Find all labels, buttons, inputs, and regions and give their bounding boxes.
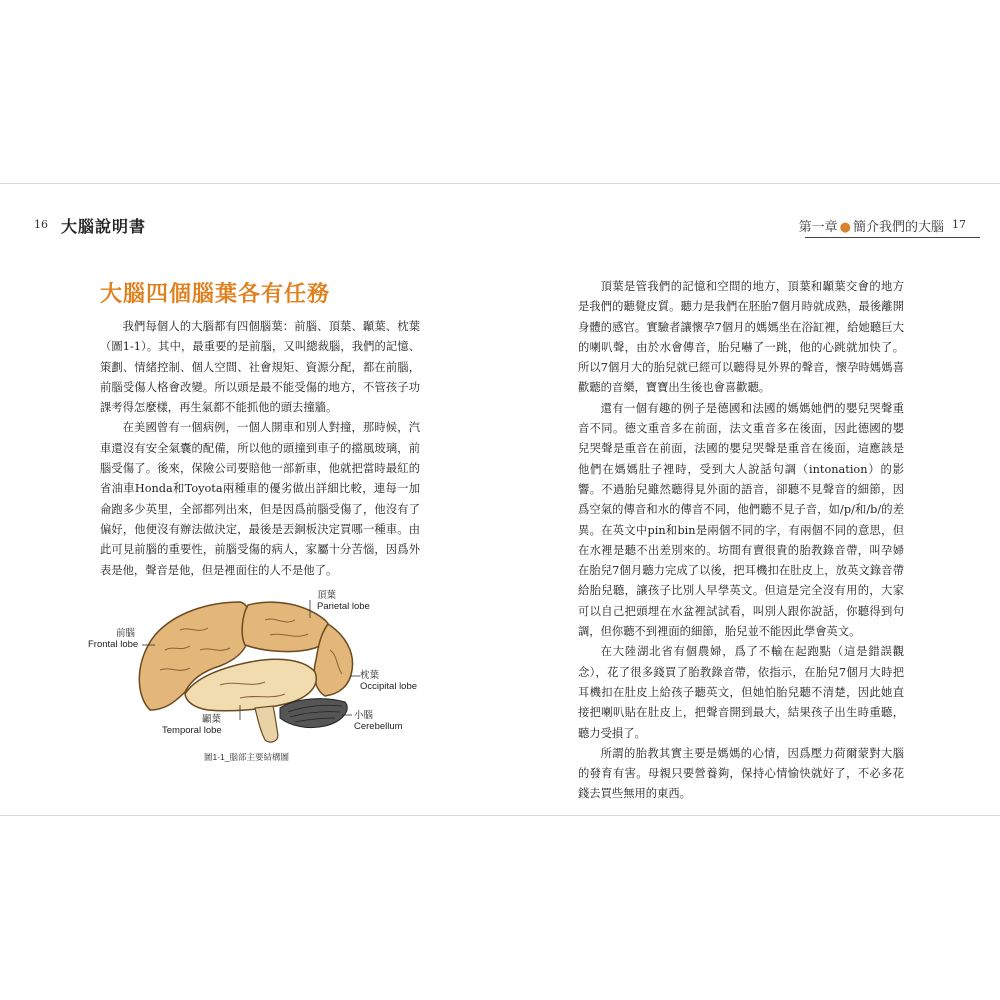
right-page-number: 17 <box>952 218 966 231</box>
figure-caption: 圖1-1_腦部主要結構圖 <box>204 752 290 762</box>
chapter-title: 簡介我們的大腦 <box>852 220 944 235</box>
left-column <box>100 317 420 581</box>
top-page-rule <box>0 183 1000 184</box>
paragraph: 還有一個有趣的例子是德國和法國的媽媽她們的嬰兒哭聲重音不同。德文重音多在前面，法文重音多在後面，因此德國的嬰兒哭聲是重音在前面，法國的嬰兒哭聲是重音在後面，這應該是他們在媽媽肚子裡時，受到大人說話句調（intonation）的影響。不過胎兒雖然聽得見外面的語音，卻聽不見聲音的細節，因爲空氣的傳音和水的傳音不同，他們聽不見子音，如/p/和/b/的差異。在英文中pin和bin是兩個不同的字，有兩個不同的意思，但在水裡是聽不出差別來的。坊間有賣很貴的胎教錄音帶，叫孕婦在胎兒7個月聽力完成了以後，把耳機扣在肚皮上，放英文錄音帶給胎兒聽，讓孩子比別人早學英文。但這是完全沒有用的，大家可以自己把頭埋在水盆裡試試看，叫別人跟你說話，你聽得到句調，但你聽不到裡面的細節，胎兒並不能因此學會英文。 <box>578 401 904 639</box>
right-column <box>578 277 904 805</box>
paragraph: 頂葉是管我們的記憶和空間的地方，頂葉和顳葉交會的地方是我們的聽覺皮質。聽力是我們在胚胎7個月時就成熟，最後離開身體的感官。實驗者讓懷孕7個月的媽媽坐在浴缸裡，給她聽巨大的喇叭聲，由於水會傳音，胎兒嚇了一跳，他的心跳就加快了。所以7個月大的胎兒就已經可以聽得見外界的聲音，懷孕時媽媽喜歡聽的音樂，寶寶出生後也會喜歡聽。 <box>578 280 904 395</box>
brainstem-shape <box>255 706 278 742</box>
left-page-number: 16 <box>34 218 48 231</box>
section-title: 大腦四個腦葉各有任務 <box>100 281 331 307</box>
chapter-underline <box>805 237 980 238</box>
chapter-label: 第一章 <box>798 220 838 235</box>
running-header <box>0 214 1000 238</box>
bullet-dot-icon: ● <box>839 220 851 235</box>
paragraph: 在大陸湖北省有個農婦，爲了不輸在起跑點（這是錯誤觀念），花了很多錢買了胎教錄音帶，依指示，在胎兒7個月大時把耳機扣在肚皮上給孩子聽英文，但她怕胎兒聽不清楚，因此她直接把喇叭貼在肚皮上，把聲音開到最大，結果孩子出生時重聽，聽力受損了。 <box>578 645 904 740</box>
chapter-heading <box>799 216 944 235</box>
cerebellum-shape <box>280 699 347 728</box>
parietal-lobe-label: 頂葉 Parietal lobe <box>317 590 370 612</box>
frontal-lobe-label: 前腦 Frontal lobe <box>88 628 139 650</box>
bottom-page-rule <box>0 815 1000 816</box>
book-title: 大腦說明書 <box>61 217 147 236</box>
paragraph: 在美國曾有一個病例，一個人開車和別人對撞，那時候，汽車還沒有安全氣囊的配備，所以他的頭撞到車子的擋風玻璃，前腦受傷了。後來，保險公司要賠他一部新車，他就把當時最紅的省油車Honda和Toyota兩種車的優劣做出詳細比較，連每一加侖跑多少英里，全部都列出來，但是因爲前腦受傷了，他沒有了偏好，他便沒有辦法做決定，最後是丟銅板決定買哪一種車。由此可見前腦的重要性，前腦受傷的病人，家屬十分苦惱，因爲外表是他，聲音是他，但是裡面住的人不是他了。 <box>100 421 420 577</box>
temporal-lobe-label: 顳葉 Temporal lobe <box>162 714 222 736</box>
occipital-lobe-label: 枕葉 Occipital lobe <box>360 670 418 692</box>
cerebellum-label: 小腦 Cerebellum <box>354 710 403 732</box>
paragraph: 所謂的胎教其實主要是媽媽的心情，因爲壓力荷爾蒙對大腦的發育有害。母親只要營養夠，保持心情愉快就好了，不必多花錢去買些無用的東西。 <box>578 746 904 801</box>
paragraph: 我們每個人的大腦都有四個腦葉：前腦、頂葉、顳葉、枕葉（圖1-1）。其中，最重要的是前腦，又叫總裁腦，我們的記憶、策劃、情緒控制、個人空間、社會規矩、資源分配，都在前腦，前腦受傷人格會改變。所以頭是最不能受傷的地方，不管孩子功課考得怎麼樣，再生氣都不能抓他的頭去撞牆。 <box>100 320 420 415</box>
